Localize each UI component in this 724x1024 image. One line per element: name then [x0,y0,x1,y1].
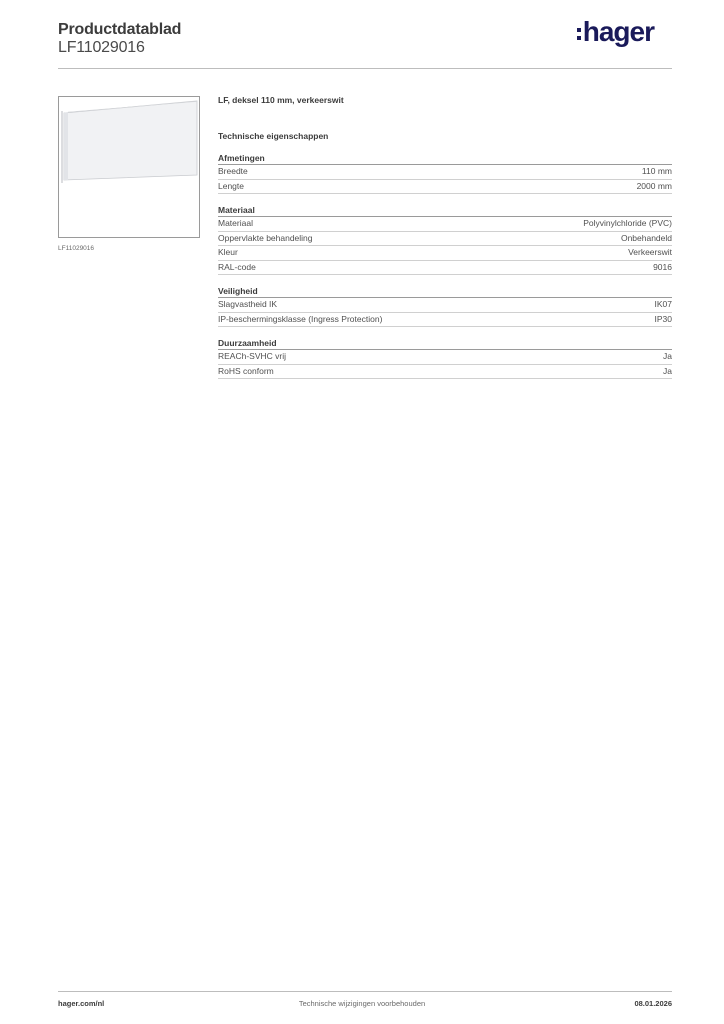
spec-label: Breedte [218,166,248,176]
spec-group-title: Afmetingen [218,153,265,163]
spec-group-duurzaamheid [218,337,672,379]
logo-text: hager [582,16,654,47]
spec-row [218,217,672,232]
header-divider [58,68,672,69]
hager-logo [577,16,654,48]
spec-row [218,350,672,365]
spec-label: REACh-SVHC vrij [218,351,287,361]
spec-label: Kleur [218,247,238,257]
spec-value: Onbehandeld [620,232,672,243]
footer-date: 08.01.2026 [634,999,672,1008]
footer-website-link[interactable]: hager.com/nl [58,999,105,1008]
page-title: Productdatablad [58,21,182,38]
spec-label: Oppervlakte behandeling [218,232,313,243]
product-cover-image [59,97,199,237]
spec-row [218,261,672,276]
spec-value: Polyvinylchloride (PVC) [583,218,672,228]
logo-dots-icon [577,28,581,40]
spec-row [218,313,672,328]
spec-label: RoHS conform [218,365,274,376]
footer-divider [58,991,672,992]
spec-row [218,180,672,195]
spec-label: Lengte [218,180,244,191]
specifications-panel [218,94,672,379]
spec-label: Slagvastheid IK [218,299,278,309]
spec-value: 110 mm [641,166,672,176]
spec-label: Materiaal [218,218,253,228]
spec-value: IK07 [654,299,672,309]
spec-group-title: Duurzaamheid [218,338,277,348]
spec-value: Ja [663,365,672,376]
spec-group-materiaal [218,204,672,275]
spec-row [218,246,672,261]
spec-value: 2000 mm [636,180,672,191]
product-name: LF, deksel 110 mm, verkeerswit [218,95,344,105]
spec-label: IP-beschermingsklasse (Ingress Protection) [218,313,383,324]
image-caption: LF11029016 [58,245,95,252]
spec-value: 9016 [653,261,672,272]
footer-notice: Technische wijzigingen voorbehouden [298,999,426,1008]
spec-row [218,232,672,247]
spec-group-title: Veiligheid [218,286,258,296]
spec-row [218,298,672,313]
spec-label: RAL-code [218,261,256,272]
spec-group-veiligheid [218,285,672,327]
spec-row [218,365,672,380]
spec-value: IP30 [654,313,672,324]
spec-group-afmetingen [218,152,672,194]
product-code: LF11029016 [58,39,145,56]
spec-value: Verkeerswit [628,247,672,257]
spec-value: Ja [663,351,672,361]
specs-heading: Technische eigenschappen [218,131,329,141]
spec-row [218,165,672,180]
product-image-frame [58,96,200,238]
spec-group-title: Materiaal [218,205,255,215]
